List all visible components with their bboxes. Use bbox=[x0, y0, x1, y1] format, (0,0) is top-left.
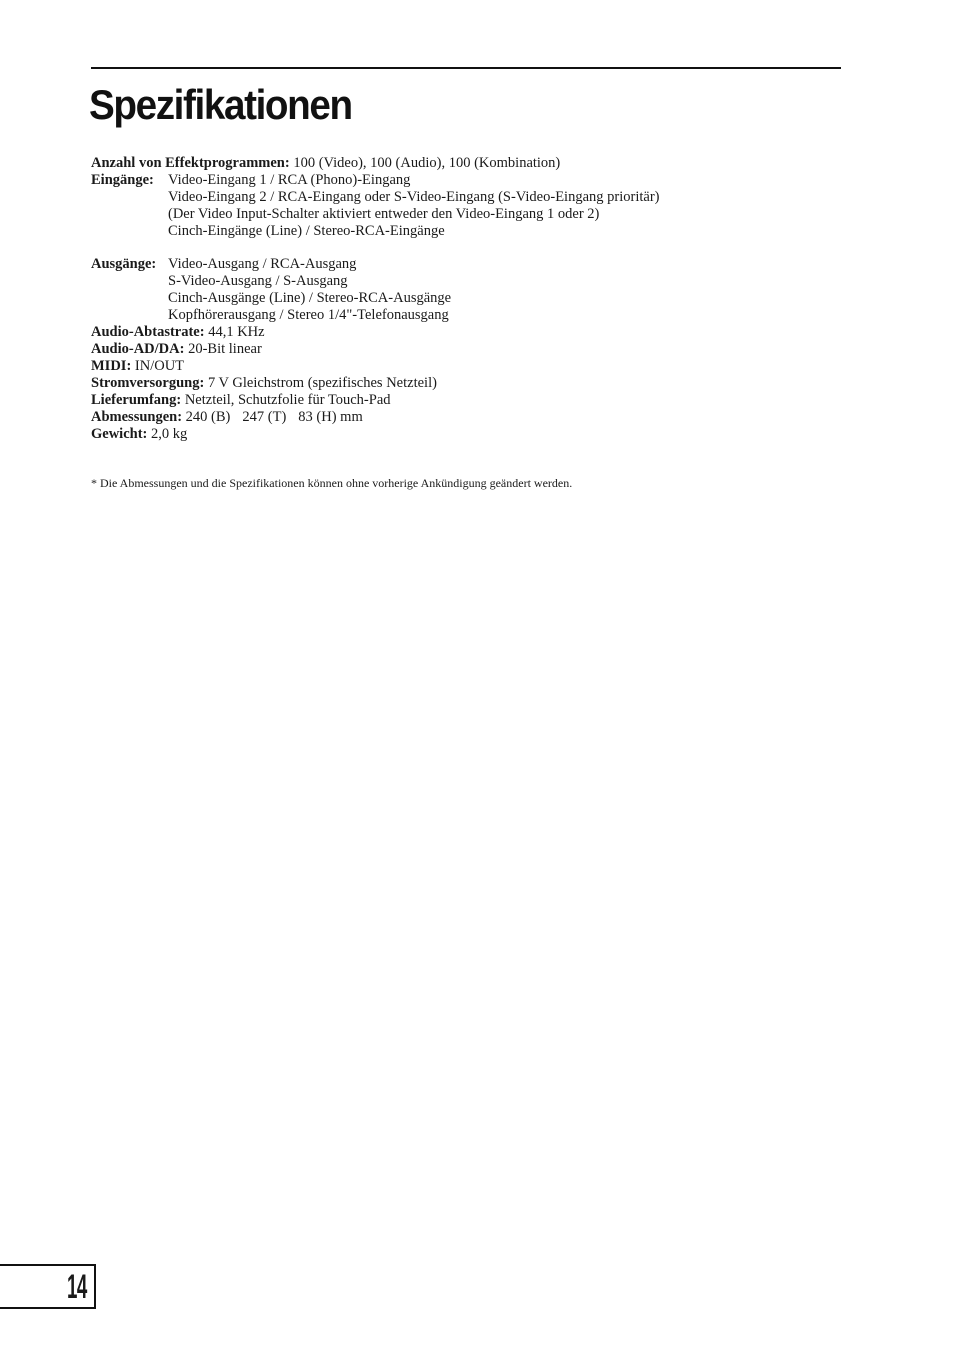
spec-line: (Der Video Input-Schalter aktiviert entweder den Video-Eingang 1 oder 2) bbox=[168, 206, 600, 222]
page-number-box bbox=[0, 1264, 96, 1309]
spec-ad-da bbox=[91, 341, 851, 358]
spec-values bbox=[168, 256, 451, 324]
spec-inputs bbox=[91, 172, 851, 240]
spec-outputs bbox=[91, 256, 851, 324]
spec-label: Gewicht: bbox=[91, 426, 148, 442]
spec-line: S-Video-Ausgang / S-Ausgang bbox=[168, 273, 348, 289]
spec-label: Audio-Abtastrate: bbox=[91, 324, 205, 340]
dimension-height: 83 (H) mm bbox=[298, 409, 363, 425]
spec-label: Anzahl von Effektprogrammen: bbox=[91, 155, 290, 171]
spec-effects bbox=[91, 155, 851, 172]
spec-value: 44,1 KHz bbox=[208, 324, 265, 340]
spec-label: Lieferumfang: bbox=[91, 392, 182, 408]
spec-weight bbox=[91, 426, 851, 443]
spec-line: Cinch-Eingänge (Line) / Stereo-RCA-Eingänge bbox=[168, 223, 445, 239]
spec-label: Abmessungen: bbox=[91, 409, 183, 425]
spec-delivery bbox=[91, 392, 851, 409]
page-title: Spezifikationen bbox=[89, 81, 352, 128]
spec-label: Stromversorgung: bbox=[91, 375, 205, 391]
spec-value: 7 V Gleichstrom (spezifisches Netzteil) bbox=[207, 375, 437, 391]
spec-line: Kopfhörerausgang / Stereo 1/4"-Telefonausgang bbox=[168, 307, 449, 323]
spec-midi bbox=[91, 358, 851, 375]
spec-label: Audio-AD/DA: bbox=[91, 341, 185, 357]
dimension-depth: 247 (T) bbox=[242, 409, 287, 425]
spec-value: 20-Bit linear bbox=[188, 341, 262, 357]
spec-values bbox=[168, 172, 659, 240]
spec-line: Video-Ausgang / RCA-Ausgang bbox=[168, 256, 357, 272]
footnote: * Die Abmessungen und die Spezifikationen können ohne vorherige Ankündigung geändert werden. bbox=[91, 476, 573, 490]
specifications-list bbox=[91, 155, 851, 443]
spec-value: IN/OUT bbox=[134, 358, 185, 374]
spec-dimensions bbox=[91, 409, 851, 426]
spec-value: 100 (Video), 100 (Audio), 100 (Kombination) bbox=[293, 155, 561, 171]
spacer bbox=[91, 240, 851, 256]
spec-value: 2,0 kg bbox=[151, 426, 188, 442]
top-rule bbox=[91, 67, 841, 69]
spec-label: Eingänge: bbox=[91, 172, 154, 188]
spec-label: MIDI: bbox=[91, 358, 132, 374]
spec-label: Ausgänge: bbox=[91, 256, 157, 272]
spec-power bbox=[91, 375, 851, 392]
dimension-width: 240 (B) bbox=[185, 409, 231, 425]
spec-value: Netzteil, Schutzfolie für Touch-Pad bbox=[184, 392, 391, 408]
spec-line: Video-Eingang 1 / RCA (Phono)-Eingang bbox=[168, 172, 411, 188]
spec-line: Video-Eingang 2 / RCA-Eingang oder S-Video-Eingang (S-Video-Eingang prioritär) bbox=[168, 189, 660, 205]
page-number: 14 bbox=[67, 1268, 87, 1306]
spec-line: Cinch-Ausgänge (Line) / Stereo-RCA-Ausgänge bbox=[168, 290, 452, 306]
spec-sample-rate bbox=[91, 324, 851, 341]
